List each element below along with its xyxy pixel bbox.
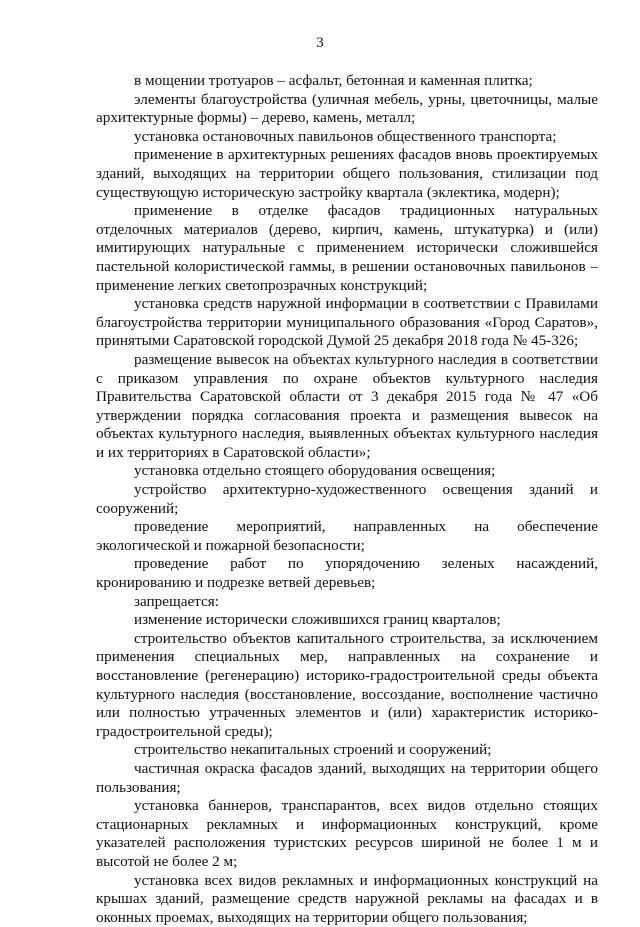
paragraph-lighting-equipment: установка отдельно стоящего оборудования освещения;	[134, 462, 496, 480]
paragraph-temporary-structures: строительство некапитальных строений и сооружений;	[134, 741, 492, 759]
paragraph-landscaping-elements: элементы благоустройства (уличная мебель, урны, цветочницы, малые архитектурные формы) – дерево, камень, металл;	[96, 90, 598, 127]
paragraph-facade-finishing: применение в отделке фасадов традиционных натуральных отделочных материалов (дерево, кирпич, камень, штукатурка) и (или) имитирующих натуральные с применением исторически сложившейся пастельной колористической гаммы, в решении остановочных павильонов – применение легких светопрозрачных конструкций;	[96, 202, 598, 294]
paragraph-facade-stylization: применение в архитектурных решениях фасадов вновь проектируемых зданий, выходящих на территории общего пользования, стилизации под существующую историческую застройку квартала (эклектика, модерн);	[96, 146, 598, 201]
paragraph-banners: установка баннеров, транспарантов, всех видов отдельно стоящих стационарных рекламных и информационных конструкций, кроме указателей расположения туристских ресурсов шириной не более 1 м и высотой не более 2 м;	[96, 797, 598, 870]
page-number: 3	[316, 35, 324, 51]
paragraph-green-spaces: проведение работ по упорядочению зеленых насаждений, кронированию и подрезке ветвей деревьев;	[96, 555, 598, 592]
paragraph-prohibited-heading: запрещается:	[134, 592, 219, 610]
paragraph-signage-heritage: размещение вывесок на объектах культурного наследия в соответствии с приказом управления по охране объектов культурного наследия Правительства Саратовской области от 3 декабря 2015 года № 47 «Об утверждении порядка согласования проекта и размещения вывесок на объектах культурного наследия, выявленных объектах культурного наследия и их территориях в Саратовской области»;	[96, 350, 598, 461]
document-body	[96, 72, 598, 927]
paragraph-outdoor-information: установка средств наружной информации в соответствии с Правилами благоустройства территории муниципального образования «Город Саратов», принятыми Саратовской городской Думой 25 декабря 2018 года № 45-326;	[96, 295, 598, 350]
paragraph-rooftop-advertising: установка всех видов рекламных и информационных конструкций на крышах зданий, размещение средств наружной рекламы на фасадах и в оконных проемах, выходящих на территории общего пользования;	[96, 871, 598, 926]
paragraph-safety-measures: проведение мероприятий, направленных на обеспечение экологической и пожарной безопасности;	[96, 518, 598, 554]
paragraph-transit-pavilions: установка остановочных павильонов общественного транспорта;	[134, 127, 557, 145]
paragraph-paving-materials: в мощении тротуаров – асфальт, бетонная и каменная плитка;	[134, 72, 533, 89]
paragraph-partial-painting: частичная окраска фасадов зданий, выходящих на территории общего пользования;	[96, 759, 598, 796]
paragraph-block-boundaries: изменение исторически сложившихся границ кварталов;	[134, 611, 501, 629]
paragraph-capital-construction: строительство объектов капитального строительства, за исключением применения специальных мер, направленных на сохранение и восстановление (регенерацию) историко-градостроительной среды объекта культурного наследия (восстановление, воссоздание, восполнение частично или полностью утраченных элементов и (или) характеристик историко-градостроительной среды);	[96, 629, 598, 740]
paragraph-architectural-lighting: устройство архитектурно-художественного освещения зданий и сооружений;	[96, 481, 598, 517]
